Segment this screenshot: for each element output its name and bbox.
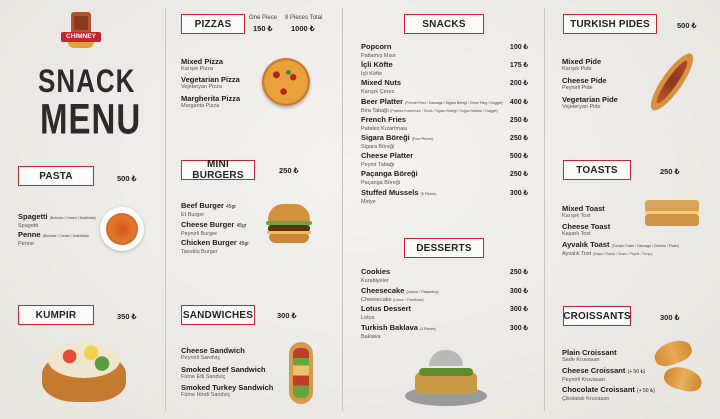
item-subtitle: Sade Kruvasan xyxy=(562,357,600,363)
item-name: Vegetarian Pizza xyxy=(181,75,240,84)
menu-item xyxy=(181,57,223,72)
pizzas-col2-price: 1000 ₺ xyxy=(291,24,315,33)
item-subtitle: İçli Köfte xyxy=(361,71,383,78)
menu-item xyxy=(361,304,411,321)
menu-item xyxy=(18,212,96,229)
item-price: 200 ₺ xyxy=(509,80,528,88)
menu-item xyxy=(361,323,436,340)
item-name: Smoked Turkey Sandwich xyxy=(181,383,274,392)
menu-item xyxy=(181,201,236,218)
item-subtitle: Et Burger xyxy=(181,212,205,218)
item-price: 250 ₺ xyxy=(509,135,528,142)
item-price: 250 ₺ xyxy=(509,269,528,276)
item-name: Turkish Baklava xyxy=(361,322,418,332)
item-subtitle: Karışık Pizza xyxy=(181,66,214,72)
pasta-header: PASTA xyxy=(18,166,94,186)
item-note: (French Fries / Sausage / Sigara Böreği / Onion Ring / Nugget) xyxy=(405,100,503,105)
item-name: Spagetti xyxy=(18,212,48,221)
item-name: Mixed Pizza xyxy=(181,57,224,66)
item-name: İçli Köfte xyxy=(361,60,393,70)
item-subtitle-note: (Salça / Sucuk / Sosis / Peynir / Turşu) xyxy=(592,252,653,256)
menu-item xyxy=(181,383,273,398)
item-note: (Bolonez / Cream / Arabbiata) xyxy=(49,216,96,220)
toast-image xyxy=(645,196,699,230)
menu-item xyxy=(181,346,245,361)
pasta-image xyxy=(100,207,144,251)
item-name: Sigara Böreği xyxy=(361,133,410,142)
baklava-image xyxy=(405,350,487,410)
sandwich-image xyxy=(289,342,313,404)
item-subtitle: Lotus xyxy=(361,315,375,321)
kumpir-image xyxy=(38,334,130,404)
item-note: 45gr xyxy=(236,223,247,229)
item-subtitle: Peynirli Pide xyxy=(562,85,593,91)
item-name: Mixed Nuts xyxy=(361,78,402,88)
item-subtitle: Cheesecake xyxy=(361,296,392,303)
item-subtitle: Karışık Pide xyxy=(562,66,592,72)
item-name: Paçanga Böreği xyxy=(361,169,418,179)
item-name: Chicken Burger xyxy=(181,238,237,247)
item-subtitle: Çikolatalı Kruvasan xyxy=(562,396,610,402)
menu-item xyxy=(181,365,266,380)
pizzas-col1-label: One Piece xyxy=(249,15,278,21)
item-name: Cheese Toast xyxy=(562,222,611,231)
item-subtitle-note: (Patates Kızartması / Sosis / Sigara Böreği / Soğan Halkası / Nugget) xyxy=(390,108,498,113)
item-name: Cheesecake xyxy=(361,285,405,295)
item-name: Cheese Pide xyxy=(562,76,607,85)
item-note: (3 Pieces) xyxy=(420,326,436,331)
sandwiches-header: SANDWICHES xyxy=(181,305,255,325)
item-subtitle: Patlamış Mısır xyxy=(361,53,397,59)
item-note: 45gr xyxy=(238,241,249,247)
menu-item xyxy=(361,42,396,59)
menu-item xyxy=(361,286,439,303)
pizzas-header: PIZZAS xyxy=(181,14,245,34)
item-price: 500 ₺ xyxy=(509,153,528,161)
menu-item xyxy=(361,78,401,95)
item-subtitle: Karışık Çerez xyxy=(361,89,395,96)
item-subtitle: Paçanga Böreği xyxy=(361,180,401,187)
item-price: 100 ₺ xyxy=(509,44,528,51)
item-subtitle: Peynir Tabağı xyxy=(361,162,395,169)
pides-header: TURKISH PIDES xyxy=(563,14,657,34)
item-note: (8 Pieces) xyxy=(420,191,437,196)
logo xyxy=(58,12,104,48)
item-name: Cheese Burger xyxy=(181,220,235,229)
item-name: Lotus Dessert xyxy=(361,304,412,313)
item-note: (+ 50 ₺) xyxy=(637,388,655,394)
menu-item xyxy=(562,385,655,402)
menu-item xyxy=(562,348,617,363)
pizza-image xyxy=(262,58,310,106)
item-note: (Bolonez / Cream / Arabbiata) xyxy=(42,234,89,238)
column-divider xyxy=(544,8,545,411)
item-name: Cheese Sandwich xyxy=(181,346,245,355)
item-subtitle: Bira Tabağı xyxy=(361,107,389,114)
item-name: French Fries xyxy=(361,114,407,124)
menu-item xyxy=(562,76,607,91)
column-divider xyxy=(342,8,343,411)
pizzas-col2-label: 8 Pieces Total xyxy=(285,15,323,21)
item-name: Cookies xyxy=(361,267,391,276)
item-subtitle: Midye xyxy=(361,198,376,205)
item-price: 300 ₺ xyxy=(509,189,528,197)
item-name: Plain Croissant xyxy=(562,348,617,357)
item-price: 300 ₺ xyxy=(509,324,528,332)
menu-item xyxy=(562,57,601,72)
menu-item xyxy=(562,240,679,257)
item-name: Chocolate Croissant xyxy=(562,385,635,394)
menu-item xyxy=(361,97,503,114)
item-subtitle: Vejeteryan Pide xyxy=(562,104,601,110)
croissants-price: 300 ₺ xyxy=(660,313,680,322)
item-note: (+ 50 ₺) xyxy=(627,369,646,375)
menu-item xyxy=(361,133,433,150)
item-subtitle: Kaşarlı Tost xyxy=(562,231,591,237)
item-subtitle: Füme Hindi Sandviç xyxy=(181,392,231,398)
item-note: (Four Pieces) xyxy=(411,137,433,141)
item-subtitle: Sigara Böreği xyxy=(361,144,395,150)
item-price: 300 ₺ xyxy=(509,306,528,313)
item-subtitle: Vejeteryan Pizza xyxy=(181,84,222,90)
item-name: Mixed Toast xyxy=(562,204,605,213)
menu-title-line2: MENU xyxy=(40,94,142,143)
item-price: 250 ₺ xyxy=(509,171,528,179)
menu-item xyxy=(361,169,418,186)
column-divider xyxy=(165,8,166,411)
mini-burgers-price: 250 ₺ xyxy=(279,166,299,175)
item-subtitle: Penne xyxy=(18,241,34,247)
menu-item xyxy=(361,188,436,205)
kumpir-price: 350 ₺ xyxy=(117,312,137,321)
snacks-header: SNACKS xyxy=(404,14,484,34)
item-note: 45gr xyxy=(226,204,237,210)
item-subtitle: Tavuklu Burger xyxy=(181,249,218,255)
kumpir-header: KUMPIR xyxy=(18,305,94,325)
item-name: Penne xyxy=(18,230,41,239)
item-note: (Lemon / Raspberry) xyxy=(406,289,439,294)
sandwiches-price: 300 ₺ xyxy=(277,311,297,320)
item-price: 400 ₺ xyxy=(509,98,528,106)
croissant-image xyxy=(650,338,704,396)
item-name: Stuffed Mussels xyxy=(361,187,419,197)
item-name: Margherita Pizza xyxy=(181,94,241,103)
menu-item xyxy=(18,230,89,247)
burger-image xyxy=(266,204,312,244)
item-subtitle: Kurabiyeler xyxy=(361,278,389,284)
menu-item xyxy=(181,238,249,255)
pide-image xyxy=(642,48,702,116)
menu-title-line1: SNACK xyxy=(38,62,136,100)
item-name: Beer Platter xyxy=(361,96,404,106)
item-name: Beef Burger xyxy=(181,201,224,210)
item-name: Smoked Beef Sandwich xyxy=(181,365,266,374)
item-subtitle: Baklava xyxy=(361,333,381,340)
item-subtitle: Peynirli Kruvasan xyxy=(562,377,605,383)
pizzas-col1-price: 150 ₺ xyxy=(253,24,273,33)
mini-burgers-header: MINI BURGERS xyxy=(181,160,255,180)
menu-item xyxy=(361,267,390,284)
item-subtitle: Margarita Pizza xyxy=(181,103,220,109)
item-subtitle-note: (Limon / Frambuaz) xyxy=(393,297,424,302)
pasta-price: 500 ₺ xyxy=(117,174,137,183)
menu-item xyxy=(181,75,240,90)
item-name: Cheese Croissant xyxy=(562,366,626,375)
menu-item xyxy=(181,94,240,109)
menu-item xyxy=(562,95,618,110)
croissants-header: CROISSANTS xyxy=(563,306,631,326)
item-price: 300 ₺ xyxy=(509,287,528,295)
item-name: Vegetarian Pide xyxy=(562,95,618,104)
item-price: 250 ₺ xyxy=(509,116,528,124)
item-subtitle: Patates Kızartması xyxy=(361,125,408,132)
item-name: Ayvalık Toast xyxy=(562,240,610,249)
item-subtitle: Füme Etli Sandviç xyxy=(181,374,226,380)
item-subtitle: Ayvalık Tost xyxy=(562,251,592,257)
item-subtitle: Peynirli Burger xyxy=(181,231,218,237)
menu-item xyxy=(562,222,610,237)
item-name: Cheese Platter xyxy=(361,151,414,161)
menu-item xyxy=(562,204,605,219)
item-subtitle: Peynirli Sandviç xyxy=(181,355,221,361)
item-price: 175 ₺ xyxy=(509,62,528,70)
desserts-header: DESSERTS xyxy=(404,238,484,258)
pides-price: 500 ₺ xyxy=(677,21,697,30)
item-subtitle: Karışık Tost xyxy=(562,213,591,219)
toasts-header: TOASTS xyxy=(563,160,631,180)
menu-item xyxy=(361,60,393,77)
item-name: Mixed Pide xyxy=(562,57,602,66)
menu-item xyxy=(181,220,246,237)
item-subtitle: Spagetti xyxy=(18,223,39,229)
menu-item xyxy=(562,366,645,383)
item-note: (Tomato Paste / Sausage / Cheese / Pickle) xyxy=(611,244,680,248)
menu-item xyxy=(361,115,407,132)
menu-item xyxy=(361,151,413,168)
item-name: Popcorn xyxy=(361,42,392,51)
toasts-price: 250 ₺ xyxy=(660,167,680,176)
logo-text: CHIMNEY xyxy=(61,32,101,42)
